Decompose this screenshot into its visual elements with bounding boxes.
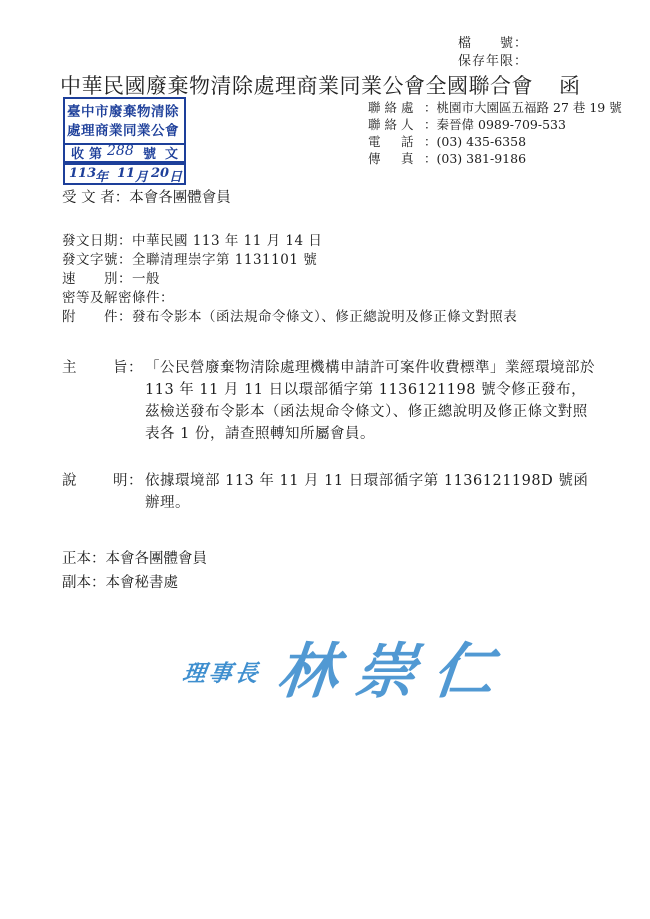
org-name: 中華民國廢棄物清除處理商業同業公會全國聯合會 bbox=[60, 74, 533, 98]
contact-value: (03) 435-6358 bbox=[436, 134, 527, 149]
stamp-doc: 文 bbox=[165, 147, 179, 162]
stamp-no-label: 第 bbox=[89, 147, 103, 162]
explanation-text: 依據環境部 113 年 11 月 11 日環部循字第 1136121198D 號函辦理。 bbox=[145, 473, 589, 511]
copy-original bbox=[62, 548, 207, 570]
meta-label: 附 件： bbox=[62, 309, 132, 325]
meta-attachment bbox=[62, 309, 517, 326]
meta-security bbox=[62, 290, 174, 307]
meta-label: 發文日期： bbox=[62, 233, 132, 249]
meta-value: 中華民國 113 年 11 月 14 日 bbox=[132, 233, 323, 249]
stamp-date-row bbox=[63, 163, 186, 185]
meta-label: 速 別： bbox=[62, 271, 132, 287]
contact-value: (03) 381-9186 bbox=[436, 151, 527, 166]
contact-address: 聯絡處 ：桃園市大園區五福路 27 巷 19 號 bbox=[368, 100, 622, 115]
stamp-month-unit: 月 bbox=[135, 170, 149, 185]
meta-speed bbox=[62, 271, 160, 288]
copy-label: 副本： bbox=[62, 575, 106, 591]
meta-label: 密等及解密條件： bbox=[62, 290, 174, 306]
meta-value: 發布令影本（函法規命令條文）、修正總說明及修正條文對照表 bbox=[132, 309, 518, 325]
recipient-value: 本會各團體會員 bbox=[129, 190, 231, 206]
meta-label: 發文字號： bbox=[62, 252, 132, 268]
recipient-line bbox=[62, 186, 231, 207]
contact-person: 聯絡人 ：秦晉偉 0989-709-533 bbox=[368, 117, 566, 132]
contact-label: 傳 真 bbox=[368, 151, 418, 166]
stamp-day: 20 bbox=[151, 166, 170, 181]
signature-name: 林崇仁 bbox=[273, 637, 516, 707]
copy-value: 本會各團體會員 bbox=[105, 551, 207, 567]
stamp-line1: 臺中市廢棄物清除 bbox=[67, 104, 179, 120]
meta-value: 一般 bbox=[132, 271, 160, 287]
contact-value: 桃園市大園區五福路 27 巷 19 號 bbox=[436, 100, 622, 115]
meta-doc-no bbox=[62, 252, 317, 269]
document-title bbox=[60, 70, 581, 100]
archive-file-no: 檔 號： bbox=[458, 36, 529, 51]
meta-date bbox=[62, 233, 322, 250]
subject-label-b: 旨： bbox=[113, 360, 143, 376]
recipient-label: 受 文 者： bbox=[62, 190, 130, 206]
explanation-label-b: 明： bbox=[113, 473, 143, 489]
stamp-number-row bbox=[63, 142, 186, 163]
stamp-month: 11 bbox=[117, 166, 136, 181]
meta-value: 全聯清理崇字第 1131101 號 bbox=[132, 252, 318, 268]
copy-label: 正本： bbox=[62, 551, 106, 567]
signature-role: 理事長 bbox=[180, 660, 263, 687]
contact-label: 聯絡人 bbox=[368, 117, 418, 132]
subject-text: 「公民營廢棄物清除處理機構申請許可案件收費標準」業經環境部於 113 年 11 月 11 日以環部循字第 1136121198 號令修正發布，茲檢送發布令影本（函法規命令條文）、修正總說明及修正條文對照表各 1 份，請查照轉知所屬會員。 bbox=[145, 360, 595, 442]
subject-label-a: 主 bbox=[62, 360, 77, 376]
stamp-number: 288 bbox=[107, 143, 134, 159]
document-kind: 函 bbox=[559, 74, 581, 98]
stamp-recv-label: 收 bbox=[71, 147, 85, 162]
stamp-no-suffix: 號 bbox=[143, 147, 157, 162]
explanation-label-a: 說 bbox=[62, 473, 77, 489]
stamp-year: 113 bbox=[69, 166, 97, 181]
stamp-line2: 處理商業同業公會 bbox=[67, 123, 179, 139]
stamp-day-unit: 日 bbox=[169, 170, 183, 185]
stamp-year-unit: 年 bbox=[95, 170, 109, 185]
contact-label: 聯絡處 bbox=[368, 100, 418, 115]
copy-duplicate bbox=[62, 572, 178, 594]
archive-keep-years: 保存年限： bbox=[458, 54, 529, 69]
contact-fax: 傳 真 ：(03) 381-9186 bbox=[368, 151, 527, 166]
contact-phone: 電 話 ：(03) 435-6358 bbox=[368, 134, 527, 149]
copy-value: 本會秘書處 bbox=[105, 575, 178, 591]
contact-value: 秦晉偉 0989-709-533 bbox=[436, 117, 566, 132]
receipt-stamp bbox=[63, 97, 184, 183]
contact-label: 電 話 bbox=[368, 134, 418, 149]
